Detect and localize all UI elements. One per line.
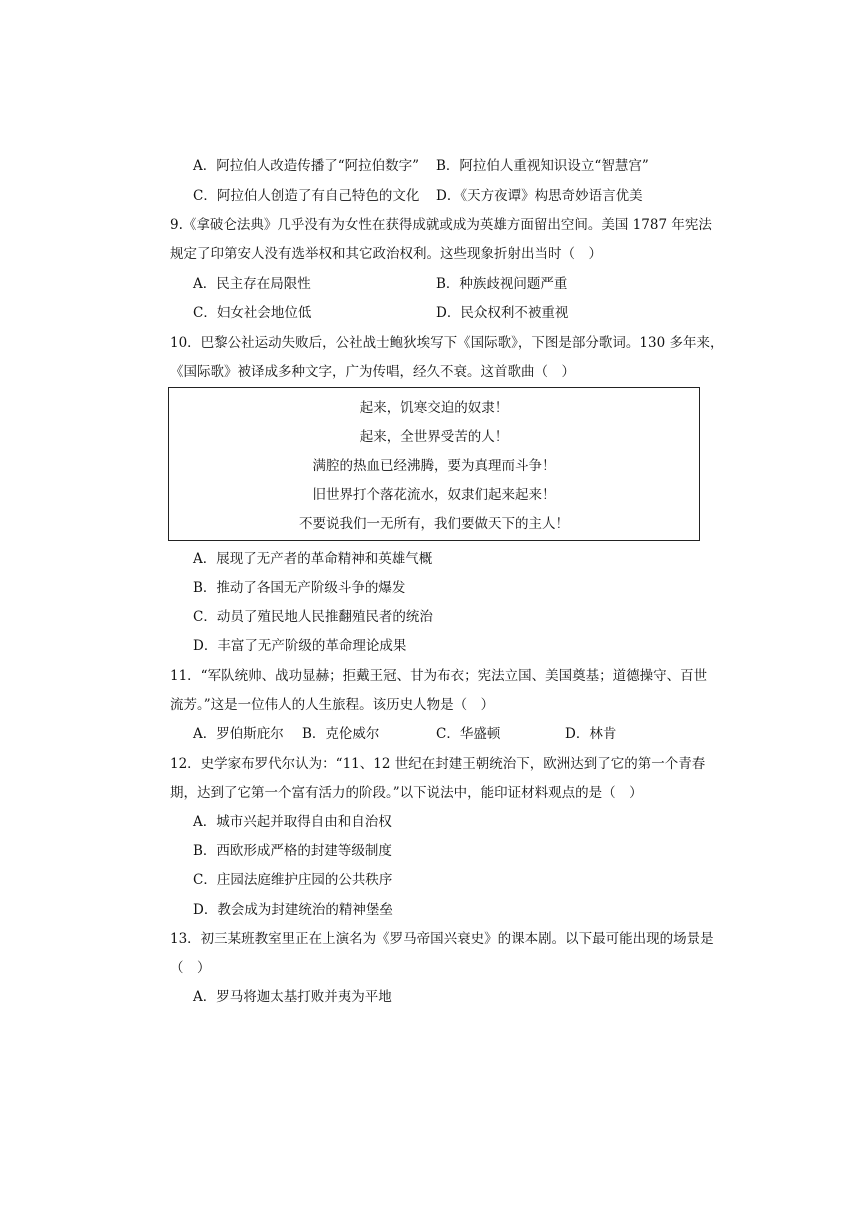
q12-option-a: A．城市兴起并取得自由和自治权 (193, 814, 392, 830)
lyrics-box (168, 387, 700, 541)
q11-option-c: C．华盛顿 (436, 726, 501, 742)
q9-option-b: B．种族歧视问题严重 (436, 276, 568, 292)
q10-option-d: D．丰富了无产阶级的革命理论成果 (193, 638, 407, 654)
q8-option-c: C．阿拉伯人创造了有自己特色的文化 (193, 188, 420, 204)
q13-stem-line2: （ ） (170, 960, 211, 976)
q12-stem-line2: 期，达到了它第一个富有活力的阶段。”以下说法中，能印证材料观点的是（ ） (170, 785, 643, 801)
q9-option-c: C．妇女社会地位低 (193, 305, 312, 321)
q10-stem-line1: 10．巴黎公社运动失败后，公社战士鲍狄埃写下《国际歌》，下图是部分歌词。130 多年来， (170, 335, 724, 351)
q13-option-a: A．罗马将迦太基打败并夷为平地 (193, 989, 392, 1005)
q12-option-d: D．教会成为封建统治的精神堡垒 (193, 902, 393, 918)
q11-stem-line1: 11．“军队统帅、战功显赫；拒戴王冠、甘为布衣；宪法立国、美国奠基；道德操守、百世 (170, 668, 708, 684)
q9-stem-line1: 9.《拿破仑法典》几乎没有为女性在获得成就或成为英雄方面留出空间。美国 1787 年宪法 (170, 217, 712, 233)
q9-option-a: A．民主存在局限性 (193, 276, 311, 292)
q9-stem-line2: 规定了印第安人没有选举权和其它政治权利。这些现象折射出当时（ ） (170, 246, 602, 262)
q12-stem-line1: 12．史学家布罗代尔认为：“11、12 世纪在封建王朝统治下，欧洲达到了它的第一个青春 (170, 756, 706, 772)
q10-option-c: C．动员了殖民地人民推翻殖民者的统治 (193, 609, 433, 625)
q11-stem-line2: 流芳。”这是一位伟人的人生旅程。该历史人物是（ ） (170, 697, 495, 713)
q10-stem-line2: 《国际歌》被译成多种文字，广为传唱，经久不衰。这首歌曲（ ） (170, 364, 575, 380)
q12-option-b: B．西欧形成严格的封建等级制度 (193, 843, 392, 859)
q9-option-d: D．民众权利不被重视 (436, 305, 569, 321)
q11-option-d: D．林肯 (565, 726, 617, 742)
q10-option-b: B．推动了各国无产阶级斗争的爆发 (193, 580, 406, 596)
q8-option-d: D．《天方夜谭》构思奇妙语言优美 (436, 188, 643, 204)
lyric-line-5: 不要说我们一无所有，我们要做天下的主人！ (299, 516, 569, 532)
q10-option-a: A．展现了无产者的革命精神和英雄气概 (193, 551, 433, 567)
q11-option-b: B．克伦威尔 (302, 726, 380, 742)
q8-option-b: B．阿拉伯人重视知识设立“智慧宫” (436, 158, 649, 174)
q11-option-a: A．罗伯斯庇尔 (193, 726, 284, 742)
q13-stem-line1: 13．初三某班教室里正在上演名为《罗马帝国兴衰史》的课本剧。以下最可能出现的场景是 (170, 931, 714, 947)
q12-option-c: C．庄园法庭维护庄园的公共秩序 (193, 872, 393, 888)
lyric-line-1: 起来，饥寒交迫的奴隶！ (359, 400, 509, 416)
lyric-line-3: 满腔的热血已经沸腾，要为真理而斗争！ (312, 458, 556, 474)
lyric-line-4: 旧世界打个落花流水，奴隶们起来起来！ (312, 487, 556, 503)
lyric-line-2: 起来，全世界受苦的人！ (359, 429, 509, 445)
q8-option-a: A．阿拉伯人改造传播了“阿拉伯数字” (193, 158, 420, 174)
